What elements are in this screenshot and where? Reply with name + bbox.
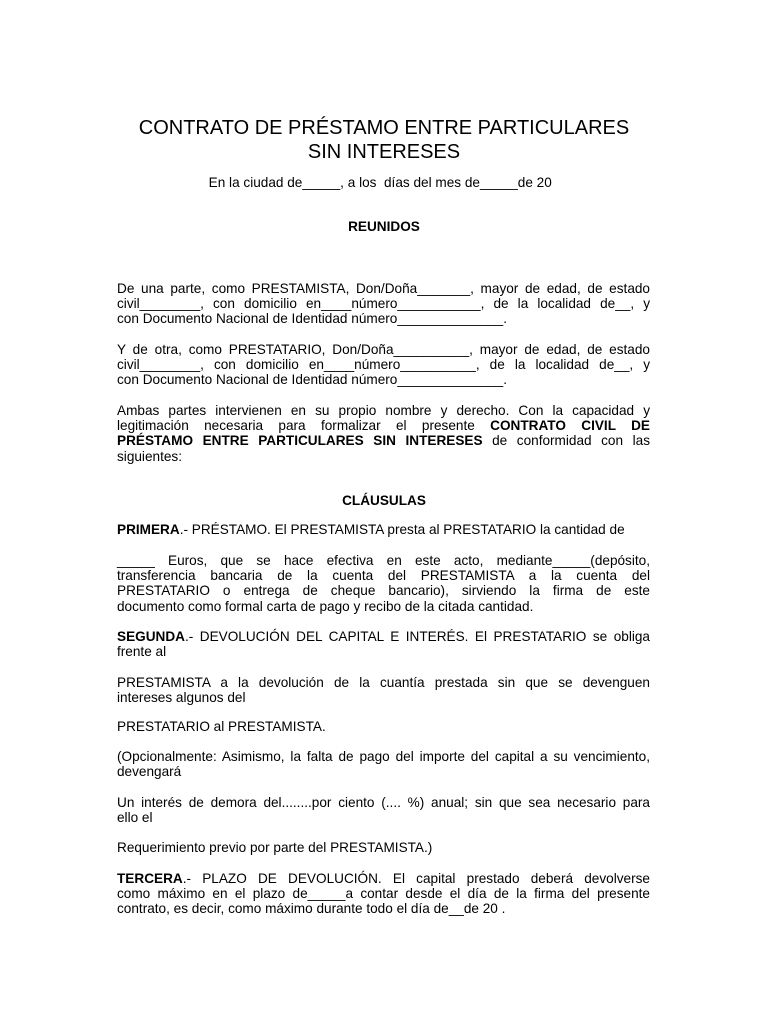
segunda-text: .- DEVOLUCIÓN DEL CAPITAL E INTERÉS. El PRESTATARIO se obliga	[184, 629, 650, 644]
primera-cont-line-3: PRESTATARIO o entrega de cheque bancario), sirviendo la firma de este	[117, 583, 650, 599]
segunda-p2-line-1: PRESTAMISTA a la devolución de la cuantía prestada sin que se devenguen	[117, 675, 650, 690]
segunda-p5-line-2: ello el	[117, 810, 153, 826]
primera-cont-line-2: transferencia bancaria de la cuenta del PRESTAMISTA a la cuenta del	[117, 568, 650, 584]
prestamo-label: PRÉSTAMO ENTRE PARTICULARES SIN INTERESES	[117, 433, 483, 449]
segunda-paragraph-4	[117, 749, 650, 779]
prestamista-line-2: civil________, con domicilio en____número___________, de la localidad de__, y	[117, 296, 650, 312]
tercera-label: TERCERA	[117, 871, 183, 886]
prestatario-line-1: Y de otra, como PRESTATARIO, Don/Doña__________, mayor de edad, de estado	[117, 342, 650, 357]
segunda-paragraph-5	[117, 795, 650, 825]
primera-cont-line-4: documento como formal carta de pago y recibo de la citada cantidad.	[117, 598, 534, 614]
ambas-partes-paragraph	[117, 403, 650, 464]
tercera-line-3: contrato, es decir, como máximo durante todo el día de__de 20 .	[117, 901, 506, 917]
segunda-p4-line-1: (Opcionalmente: Asimismo, la falta de pago del importe del capital a su vencimiento,	[117, 749, 650, 764]
primera-line	[117, 522, 650, 537]
prestatario-line-3: con Documento Nacional de Identidad número______________.	[117, 372, 507, 388]
prestamista-line-3: con Documento Nacional de Identidad número______________.	[117, 311, 507, 327]
primera-text: .- PRÉSTAMO. El PRESTAMISTA presta al PRESTATARIO la cantidad de	[179, 522, 625, 537]
tercera-clause	[117, 871, 650, 917]
primera-clause	[117, 522, 650, 537]
primera-cont-line-1: _____ Euros, que se hace efectiva en este acto, mediante_____(depósito,	[117, 553, 650, 568]
ambas-line-3-text: de conformidad con las	[482, 433, 650, 449]
segunda-line-1	[117, 629, 650, 644]
tercera-text: .- PLAZO DE DEVOLUCIÓN. El capital prestado deberá devolverse	[182, 871, 650, 886]
prestatario-paragraph	[117, 342, 650, 388]
primera-label: PRIMERA	[117, 522, 180, 537]
reunidos-heading: REUNIDOS	[348, 219, 420, 234]
segunda-paragraph-2	[117, 675, 650, 705]
contrato-civil-label: CONTRATO CIVIL DE	[490, 418, 650, 434]
segunda-paragraph-6	[117, 840, 650, 855]
segunda-p4-line-2: devengará	[117, 764, 182, 780]
segunda-p5-line-1: Un interés de demora del........por ciento (.... %) anual; sin que sea necesario para	[117, 795, 650, 810]
ambas-line-2	[117, 418, 650, 433]
primera-continuation	[117, 553, 650, 614]
segunda-p6-line: Requerimiento previo por parte del PRESTAMISTA.)	[117, 840, 433, 855]
prestatario-line-2: civil________, con domicilio en____número__________, de la localidad de__, y	[117, 357, 650, 373]
prestamista-paragraph	[117, 281, 650, 327]
clausulas-heading: CLÁUSULAS	[342, 493, 426, 508]
document-title-line2: SIN INTERESES	[307, 141, 461, 163]
segunda-label: SEGUNDA	[117, 629, 185, 644]
segunda-p2-line-2: intereses algunos del	[117, 690, 246, 706]
segunda-clause	[117, 629, 650, 659]
intro-line: En la ciudad de_____, a los días del mes de_____de 20	[208, 175, 560, 190]
tercera-line-2: como máximo en el plazo de_____a contar desde el día de la firma del presente	[117, 886, 650, 902]
document-title-line1: CONTRATO DE PRÉSTAMO ENTRE PARTICULARES	[138, 117, 630, 139]
segunda-p3-line: PRESTATARIO al PRESTAMISTA.	[117, 719, 326, 734]
ambas-line-1: Ambas partes intervienen en su propio nombre y derecho. Con la capacidad y	[117, 403, 650, 418]
prestamista-line-1: De una parte, como PRESTAMISTA, Don/Doña_______, mayor de edad, de estado	[117, 281, 650, 296]
ambas-line-4: siguientes:	[117, 448, 182, 464]
segunda-paragraph-3	[117, 719, 650, 734]
segunda-line-2: frente al	[117, 644, 167, 660]
ambas-line-3	[117, 433, 650, 448]
tercera-line-1	[117, 871, 650, 886]
ambas-line-2-text: legitimación necesaria para formalizar el presente	[117, 418, 491, 434]
